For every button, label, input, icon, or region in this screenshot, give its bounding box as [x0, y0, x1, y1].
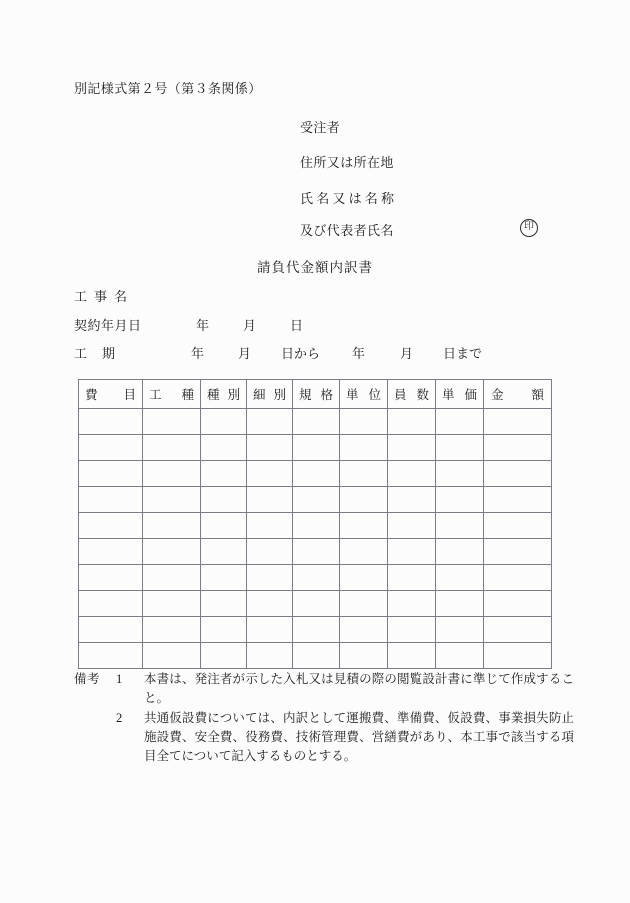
period-label: 工期	[74, 346, 131, 361]
table-cell[interactable]	[247, 643, 293, 669]
column-header-char-right: 価	[464, 388, 477, 402]
table-cell[interactable]	[79, 617, 143, 643]
period-start-day-unit: 日から	[281, 346, 321, 361]
table-cell[interactable]	[388, 409, 436, 435]
table-cell[interactable]	[340, 643, 388, 669]
table-cell[interactable]	[436, 591, 484, 617]
table-cell[interactable]	[388, 435, 436, 461]
note-number: 2	[116, 711, 123, 725]
form-number: 別記様式第２号（第３条関係）	[74, 81, 262, 96]
table-cell[interactable]	[293, 539, 340, 565]
table-cell[interactable]	[143, 539, 201, 565]
table-cell[interactable]	[340, 461, 388, 487]
page-title: 請負代金額内訳書	[257, 260, 373, 275]
contractor-name-label: 氏名又は名称	[300, 191, 398, 206]
contract-date-year-unit: 年	[196, 318, 210, 333]
note-text: 共通仮設費については、内訳として運搬費、準備費、仮設費、事業損失防止施設費、安全費、役務費、技術管理費、営繕費があり、本工事で該当する項目全てについて記入するものとする。	[144, 711, 574, 763]
table-cell[interactable]	[143, 409, 201, 435]
table-cell[interactable]	[143, 487, 201, 513]
table-cell[interactable]	[201, 487, 247, 513]
note-item	[74, 709, 574, 766]
table-cell[interactable]	[388, 513, 436, 539]
table-header-row	[79, 380, 552, 409]
table-cell[interactable]	[340, 435, 388, 461]
column-header-5	[293, 380, 340, 409]
table-cell[interactable]	[293, 643, 340, 669]
column-header-char-right: 別	[273, 388, 286, 402]
table-cell[interactable]	[79, 461, 143, 487]
table-cell[interactable]	[79, 643, 143, 669]
table-cell[interactable]	[143, 617, 201, 643]
table-row	[79, 565, 552, 591]
table-cell[interactable]	[484, 617, 552, 643]
table-cell[interactable]	[340, 617, 388, 643]
table-cell[interactable]	[484, 409, 552, 435]
period-end-day-unit: 日まで	[443, 346, 483, 361]
table-cell[interactable]	[247, 539, 293, 565]
period-start-month-unit: 月	[238, 346, 252, 361]
table-cell[interactable]	[436, 435, 484, 461]
table-cell[interactable]	[293, 487, 340, 513]
note-text: 本書は、発注者が示した入札又は見積の際の閲覧設計書に準じて作成すること。	[144, 672, 574, 705]
column-header-char-left: 費	[85, 388, 98, 402]
table-cell[interactable]	[79, 409, 143, 435]
table-cell[interactable]	[340, 513, 388, 539]
column-header-char-right: 別	[227, 388, 240, 402]
table-row	[79, 513, 552, 539]
contractor-address-label: 住所又は所在地	[300, 155, 394, 170]
table-cell[interactable]	[143, 643, 201, 669]
table-row	[79, 487, 552, 513]
table-cell[interactable]	[201, 591, 247, 617]
period-end-year-unit: 年	[352, 346, 366, 361]
table-cell[interactable]	[201, 461, 247, 487]
table-cell[interactable]	[340, 487, 388, 513]
table-cell[interactable]	[201, 539, 247, 565]
column-header-6	[340, 380, 388, 409]
table-cell[interactable]	[340, 409, 388, 435]
table-cell[interactable]	[436, 409, 484, 435]
table-cell[interactable]	[201, 435, 247, 461]
table-cell[interactable]	[247, 591, 293, 617]
column-header-char-left: 細	[253, 388, 266, 402]
table-cell[interactable]	[293, 591, 340, 617]
table-cell[interactable]	[79, 565, 143, 591]
contract-date-label: 契約年月日	[74, 318, 142, 333]
table-cell[interactable]	[143, 435, 201, 461]
column-header-8	[436, 380, 484, 409]
table-cell[interactable]	[293, 617, 340, 643]
table-cell[interactable]	[388, 487, 436, 513]
table-cell[interactable]	[484, 591, 552, 617]
table-cell[interactable]	[201, 643, 247, 669]
table-cell[interactable]	[201, 617, 247, 643]
column-header-char-right: 額	[531, 388, 544, 402]
column-header-char-right: 種	[181, 388, 194, 402]
table-row	[79, 435, 552, 461]
contract-date-day-unit: 日	[290, 318, 304, 333]
table-cell[interactable]	[143, 461, 201, 487]
column-header-char-right: 格	[320, 388, 333, 402]
table-cell[interactable]	[340, 591, 388, 617]
note-number: 1	[116, 672, 123, 686]
table-cell[interactable]	[388, 539, 436, 565]
table-cell[interactable]	[247, 461, 293, 487]
table-cell[interactable]	[484, 461, 552, 487]
column-header-char-left: 工	[149, 388, 162, 402]
column-header-char-right: 位	[368, 388, 381, 402]
table-cell[interactable]	[436, 565, 484, 591]
project-name-label: 工事名	[74, 289, 135, 304]
table-cell[interactable]	[436, 643, 484, 669]
table-cell[interactable]	[388, 643, 436, 669]
column-header-char-right: 目	[123, 388, 136, 402]
table-cell[interactable]	[340, 539, 388, 565]
period-start-year-unit: 年	[191, 346, 205, 361]
table-body	[79, 409, 552, 669]
table-cell[interactable]	[388, 565, 436, 591]
contract-date-month-unit: 月	[243, 318, 257, 333]
table-cell[interactable]	[201, 565, 247, 591]
table-cell[interactable]	[247, 617, 293, 643]
table-cell[interactable]	[79, 513, 143, 539]
table-cell[interactable]	[436, 487, 484, 513]
table-cell[interactable]	[247, 409, 293, 435]
column-header-char-left: 種	[207, 388, 220, 402]
notes-label: 備考	[74, 672, 101, 686]
table-cell[interactable]	[388, 591, 436, 617]
table-cell[interactable]	[79, 591, 143, 617]
notes-section	[74, 670, 574, 766]
table-row	[79, 461, 552, 487]
table-cell[interactable]	[293, 565, 340, 591]
column-header-char-left: 単	[442, 388, 455, 402]
table-cell[interactable]	[247, 435, 293, 461]
table-cell[interactable]	[293, 461, 340, 487]
table-cell[interactable]	[484, 513, 552, 539]
column-header-char-left: 金	[491, 388, 504, 402]
table-cell[interactable]	[201, 409, 247, 435]
period-end-month-unit: 月	[400, 346, 414, 361]
seal-icon: 印	[520, 219, 538, 237]
breakdown-table	[78, 379, 552, 669]
table-row	[79, 539, 552, 565]
table-cell[interactable]	[484, 435, 552, 461]
table-cell[interactable]	[293, 513, 340, 539]
table-row	[79, 591, 552, 617]
table-cell[interactable]	[293, 435, 340, 461]
table-cell[interactable]	[143, 513, 201, 539]
table-cell[interactable]	[143, 591, 201, 617]
note-item	[74, 670, 574, 708]
column-header-2	[143, 380, 201, 409]
column-header-3	[201, 380, 247, 409]
table-cell[interactable]	[436, 617, 484, 643]
table-cell[interactable]	[484, 643, 552, 669]
column-header-char-left: 員	[394, 388, 407, 402]
column-header-9	[484, 380, 552, 409]
table-cell[interactable]	[143, 565, 201, 591]
contractor-representative-label: 及び代表者氏名	[300, 223, 394, 238]
table-cell[interactable]	[484, 565, 552, 591]
column-header-1	[79, 380, 143, 409]
contractor-heading: 受注者	[300, 120, 341, 135]
column-header-char-right: 数	[416, 388, 429, 402]
column-header-7	[388, 380, 436, 409]
table-cell[interactable]	[436, 461, 484, 487]
column-header-4	[247, 380, 293, 409]
table-cell[interactable]	[79, 487, 143, 513]
table-row	[79, 643, 552, 669]
table-cell[interactable]	[436, 539, 484, 565]
table-row	[79, 409, 552, 435]
table-row	[79, 617, 552, 643]
table-cell[interactable]	[79, 435, 143, 461]
table-cell[interactable]	[201, 513, 247, 539]
table-cell[interactable]	[247, 487, 293, 513]
table-cell[interactable]	[293, 409, 340, 435]
table-cell[interactable]	[388, 461, 436, 487]
column-header-char-left: 規	[299, 388, 312, 402]
table-cell[interactable]	[79, 539, 143, 565]
table-cell[interactable]	[484, 487, 552, 513]
table-cell[interactable]	[247, 565, 293, 591]
table-cell[interactable]	[436, 513, 484, 539]
table-cell[interactable]	[340, 565, 388, 591]
table-cell[interactable]	[247, 513, 293, 539]
column-header-char-left: 単	[346, 388, 359, 402]
table-cell[interactable]	[388, 617, 436, 643]
table-cell[interactable]	[484, 539, 552, 565]
